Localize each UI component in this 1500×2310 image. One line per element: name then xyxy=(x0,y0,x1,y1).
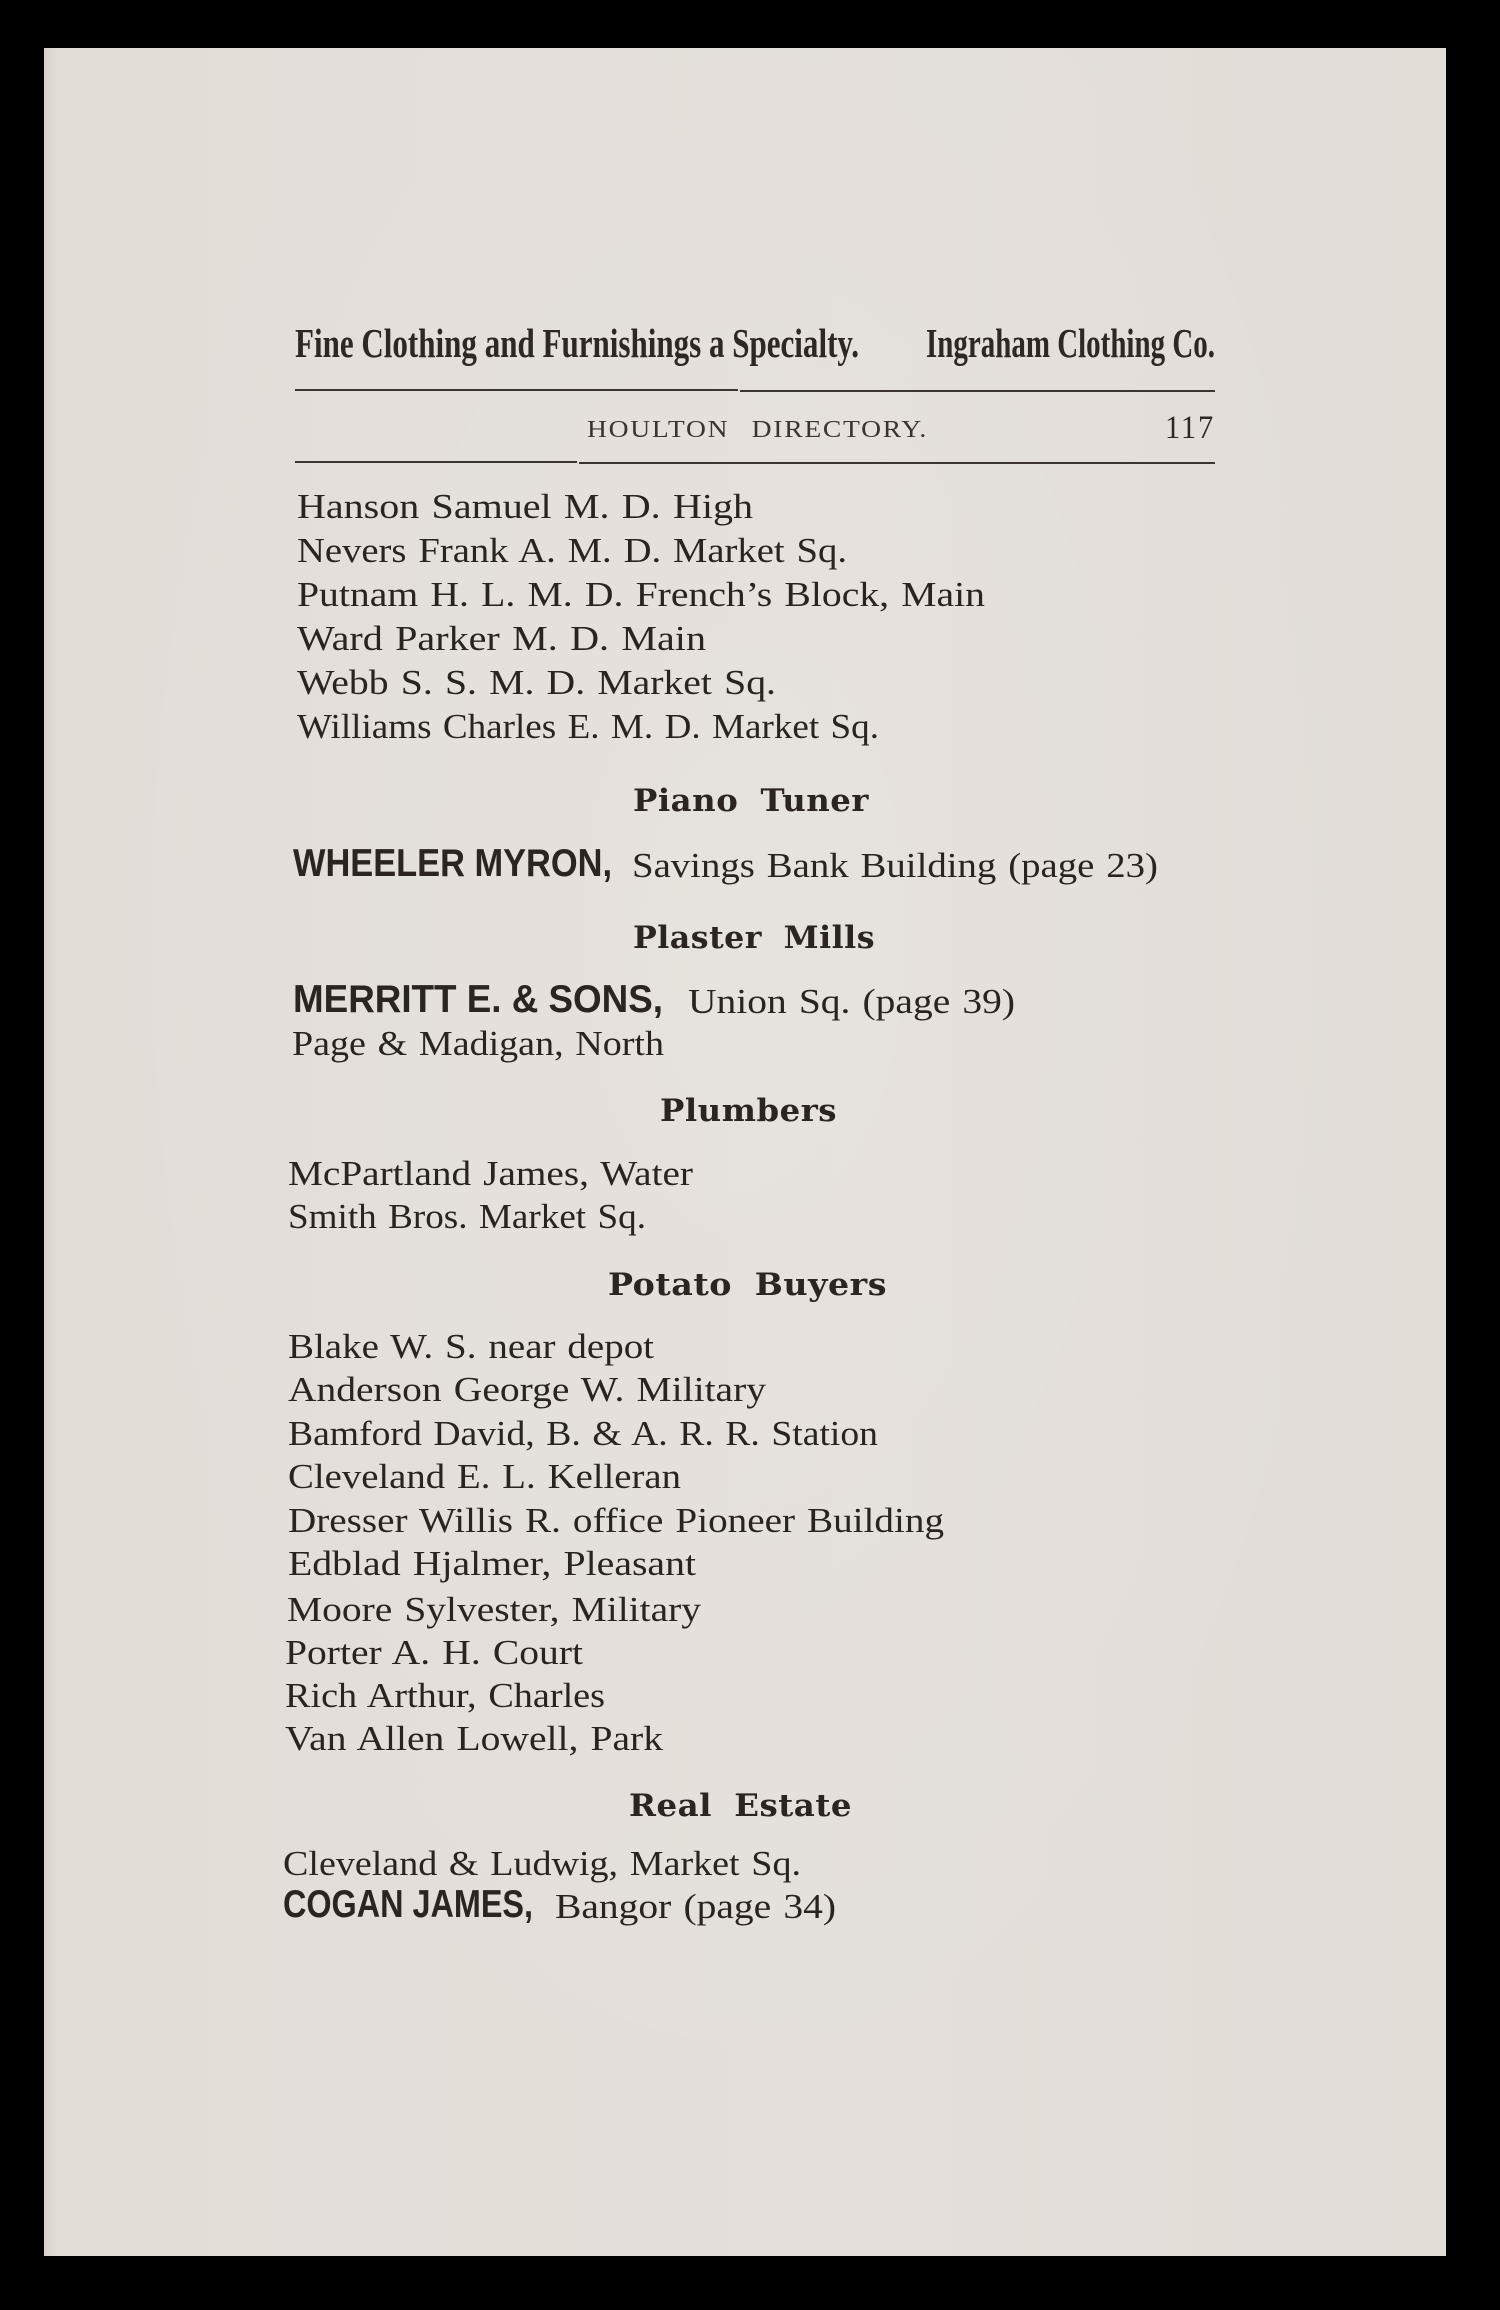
directory-entry: Porter A. H. Court xyxy=(285,1633,583,1672)
directory-entry: Cleveland E. L. Kelleran xyxy=(288,1457,682,1496)
directory-entry: Williams Charles E. M. D. Market Sq. xyxy=(297,707,879,746)
directory-entry: Webb S. S. M. D. Market Sq. xyxy=(297,663,776,702)
directory-entry: Van Allen Lowell, Park xyxy=(285,1719,663,1758)
section-heading-potato-buyers: Potato Buyers xyxy=(608,1267,888,1303)
advertiser-name: COGAN JAMES, xyxy=(283,1883,533,1926)
directory-entry: Dresser Willis R. office Pioneer Building xyxy=(288,1501,945,1540)
directory-entry: Nevers Frank A. M. D. Market Sq. xyxy=(297,531,848,570)
directory-entry: McPartland James, Water xyxy=(288,1154,693,1193)
directory-entry: Bangor (page 34) xyxy=(555,1887,837,1926)
running-header-advertiser: Ingraham Clothing Co. xyxy=(926,320,1215,366)
directory-entry: Bamford David, B. & A. R. R. Station xyxy=(288,1414,878,1453)
directory-entry: Blake W. S. near depot xyxy=(288,1327,654,1366)
header-rule-bottom-right xyxy=(579,462,1215,464)
header-rule-top-left xyxy=(295,389,738,391)
directory-entry: Cleveland & Ludwig, Market Sq. xyxy=(283,1844,802,1883)
directory-entry: Anderson George W. Military xyxy=(288,1370,767,1409)
directory-entry: Moore Sylvester, Military xyxy=(287,1590,702,1629)
directory-entry: Page & Madigan, North xyxy=(292,1024,665,1063)
page-header-title: HOULTON DIRECTORY. xyxy=(587,417,928,443)
section-heading-piano-tuner: Piano Tuner xyxy=(633,783,869,819)
section-heading-plaster-mills: Plaster Mills xyxy=(633,920,875,956)
section-heading-plumbers: Plumbers xyxy=(660,1093,838,1129)
section-heading-real-estate: Real Estate xyxy=(629,1788,852,1824)
directory-entry: Ward Parker M. D. Main xyxy=(297,619,706,658)
advertiser-name: WHEELER MYRON, xyxy=(293,842,613,885)
directory-entry: Putnam H. L. M. D. French’s Block, Main xyxy=(297,575,986,614)
directory-entry: Rich Arthur, Charles xyxy=(285,1676,605,1715)
page-number: 117 xyxy=(1165,410,1215,446)
header-rule-top-right xyxy=(740,390,1215,392)
header-rule-bottom-left xyxy=(295,461,577,463)
running-header-slogan: Fine Clothing and Furnishings a Specialty. xyxy=(295,320,859,366)
directory-entry: Union Sq. (page 39) xyxy=(688,982,1015,1021)
directory-entry: Smith Bros. Market Sq. xyxy=(288,1197,647,1236)
advertiser-name: MERRITT E. & SONS, xyxy=(293,978,664,1021)
directory-entry: Savings Bank Building (page 23) xyxy=(632,846,1158,885)
directory-entry: Edblad Hjalmer, Pleasant xyxy=(288,1544,696,1583)
directory-entry: Hanson Samuel M. D. High xyxy=(297,487,754,526)
